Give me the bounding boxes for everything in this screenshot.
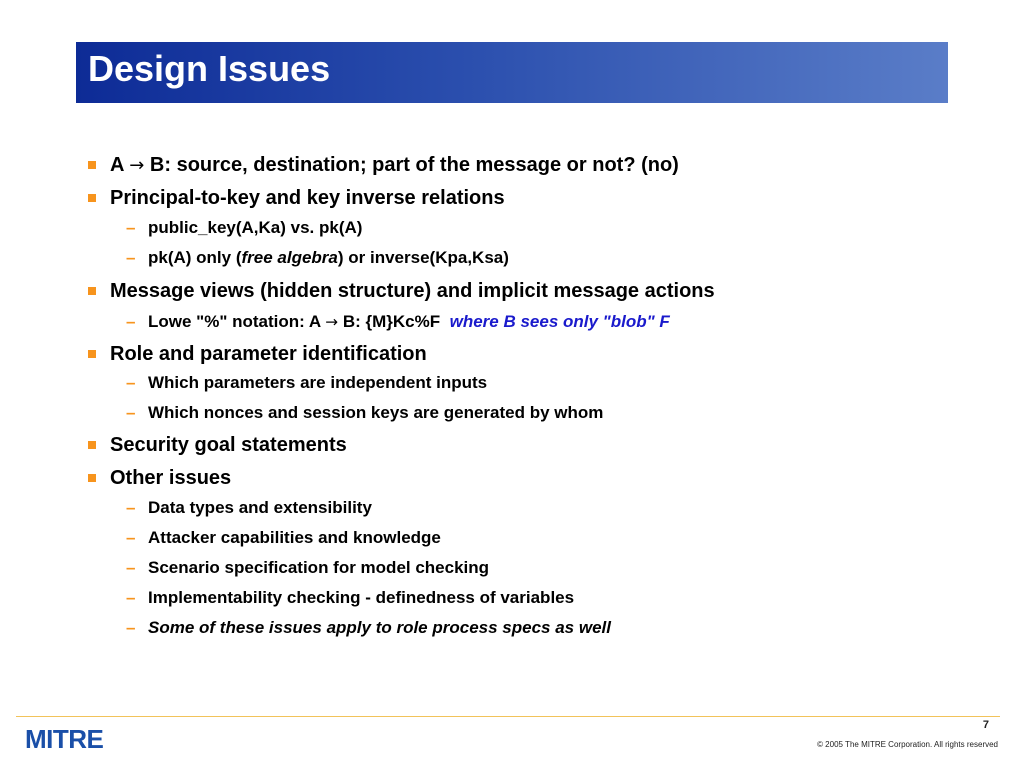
mitre-logo: MITRE	[25, 724, 104, 754]
sub-bullet-text: Data types and extensibility	[148, 498, 372, 517]
bullet-text: Security goal statements	[110, 434, 347, 456]
bullet-text: Role and parameter identification	[110, 343, 427, 365]
square-bullet-icon	[88, 350, 96, 358]
sub-bullet-text: Attacker capabilities and knowledge	[148, 528, 441, 547]
sub-bullet-text: Which parameters are independent inputs	[148, 373, 488, 392]
dash-bullet-icon: –	[126, 498, 136, 517]
copyright-notice: © 2005 The MITRE Corporation. All rights reserved	[817, 740, 998, 749]
dash-bullet-icon: –	[126, 618, 136, 637]
dash-bullet-icon: –	[126, 588, 136, 607]
square-bullet-icon	[88, 161, 96, 169]
bullet-text: A → B: source, destination; part of the message or not? (no)	[110, 154, 679, 176]
right-arrow-icon: →	[129, 155, 145, 176]
dash-bullet-icon: –	[126, 528, 136, 547]
sub-bullet-text: Some of these issues apply to role process specs as well	[148, 618, 611, 637]
dash-bullet-icon: –	[126, 218, 136, 237]
square-bullet-icon	[88, 441, 96, 449]
dash-bullet-icon: –	[126, 373, 136, 392]
bullet-text: Other issues	[110, 467, 232, 489]
footer-divider	[16, 716, 1000, 717]
sub-bullet-text: pk(A) only (free algebra) or inverse(Kpa,Ksa)	[148, 248, 509, 267]
bullet-text: Message views (hidden structure) and implicit message actions	[110, 280, 715, 302]
bullet-text: Principal-to-key and key inverse relations	[110, 187, 505, 209]
sub-bullet-text: Which nonces and session keys are generated by whom	[148, 403, 604, 422]
slide-title: Design Issues	[88, 48, 331, 89]
sub-bullet-text: Scenario specification for model checking	[148, 558, 490, 577]
sub-bullet-text: Lowe "%" notation: A → B: {M}Kc%F where B sees only "blob" F	[148, 312, 670, 331]
square-bullet-icon	[88, 194, 96, 202]
sub-bullet-text: public_key(A,Ka) vs. pk(A)	[148, 218, 363, 237]
dash-bullet-icon: –	[126, 403, 136, 422]
dash-bullet-icon: –	[126, 558, 136, 577]
page-number: 7	[982, 719, 989, 731]
right-arrow-icon: →	[325, 313, 339, 331]
dash-bullet-icon: –	[126, 248, 136, 267]
square-bullet-icon	[88, 287, 96, 295]
sub-bullet-text: Implementability checking - definedness of variables	[148, 588, 575, 607]
dash-bullet-icon: –	[126, 312, 136, 331]
square-bullet-icon	[88, 474, 96, 482]
